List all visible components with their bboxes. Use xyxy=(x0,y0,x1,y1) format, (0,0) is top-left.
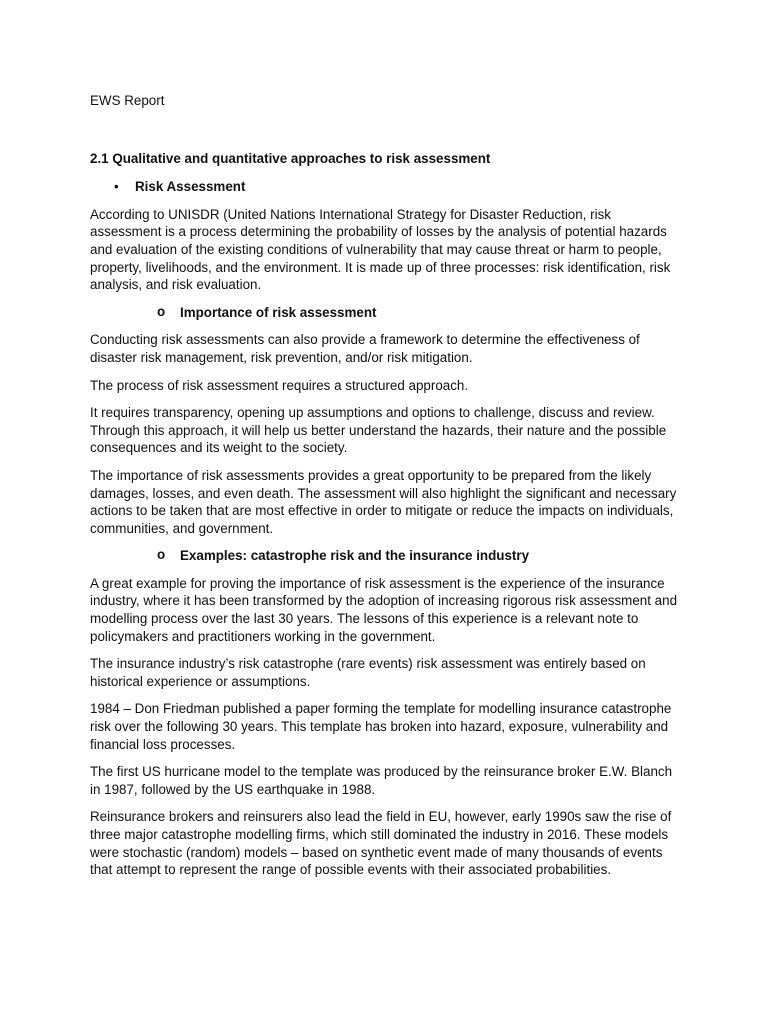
bullet-risk-assessment xyxy=(90,178,680,196)
paragraph: Reinsurance brokers and reinsurers also lead the field in EU, however, early 1990s saw the rise of three major catastrophe modelling firms, which still dominated the industry in 2016. These models were stochastic (random) models – based on synthetic event made of many thousands of events that attempt to represent the range of possible events with their associated probabilities. xyxy=(90,809,672,878)
bullet-marker: • xyxy=(114,179,119,195)
paragraph: 1984 – Don Friedman published a paper forming the template for modelling insurance catastrophe risk over the following 30 years. This template has broken into hazard, exposure, vulnerability and financial loss processes. xyxy=(90,701,672,752)
paragraph: The first US hurricane model to the template was produced by the reinsurance broker E.W. Blanch in 1987, followed by the US earthquake in 1988. xyxy=(90,764,673,797)
paragraph: A great example for proving the importance of risk assessment is the experience of the insurance industry, where it has been transformed by the adoption of increasing rigorous risk assessment and modelling process over the last 30 years. The lessons of this experience is a relevant note to policymakers and practitioners working in the government. xyxy=(90,575,678,644)
bullet-label: Risk Assessment xyxy=(135,179,246,195)
paragraph: The insurance industry’s risk catastrophe (rare events) risk assessment was entirely based on historical experience or assumptions. xyxy=(90,656,646,689)
subheading-label: Examples: catastrophe risk and the insurance industry xyxy=(180,548,530,564)
document-title: EWS Report xyxy=(90,93,165,108)
section-heading: 2.1 Qualitative and quantitative approaches to risk assessment xyxy=(90,150,491,166)
paragraph: The importance of risk assessments provides a great opportunity to be prepared from the likely damages, losses, and even death. The assessment will also highlight the significant and necessary actions to be taken that are most effective in order to mitigate or reduce the impacts on individuals, communities, and government. xyxy=(90,467,677,536)
document-body xyxy=(90,92,680,889)
paragraph: The process of risk assessment requires a structured approach. xyxy=(90,377,469,393)
sub-bullet-marker: o xyxy=(157,547,166,563)
subheading-examples xyxy=(90,547,680,565)
sub-bullet-marker: o xyxy=(157,303,166,319)
subheading-label: Importance of risk assessment xyxy=(180,304,377,320)
paragraph: It requires transparency, opening up assumptions and options to challenge, discuss and review. Through this approach, it will help us better understand the hazards, their nature and the possible consequences and its weight to the society. xyxy=(90,405,667,456)
paragraph: Conducting risk assessments can also provide a framework to determine the effectiveness of disaster risk management, risk prevention, and/or risk mitigation. xyxy=(90,332,640,365)
subheading-importance xyxy=(90,304,680,322)
paragraph-unisdr: According to UNISDR (United Nations International Strategy for Disaster Reduction, risk assessment is a process determining the probability of losses by the analysis of potential hazards and evaluation of the existing conditions of vulnerability that may cause threat or harm to people, property, livelihoods, and the environment. It is made up of three processes: risk identification, risk analysis, and risk evaluation. xyxy=(90,206,671,293)
